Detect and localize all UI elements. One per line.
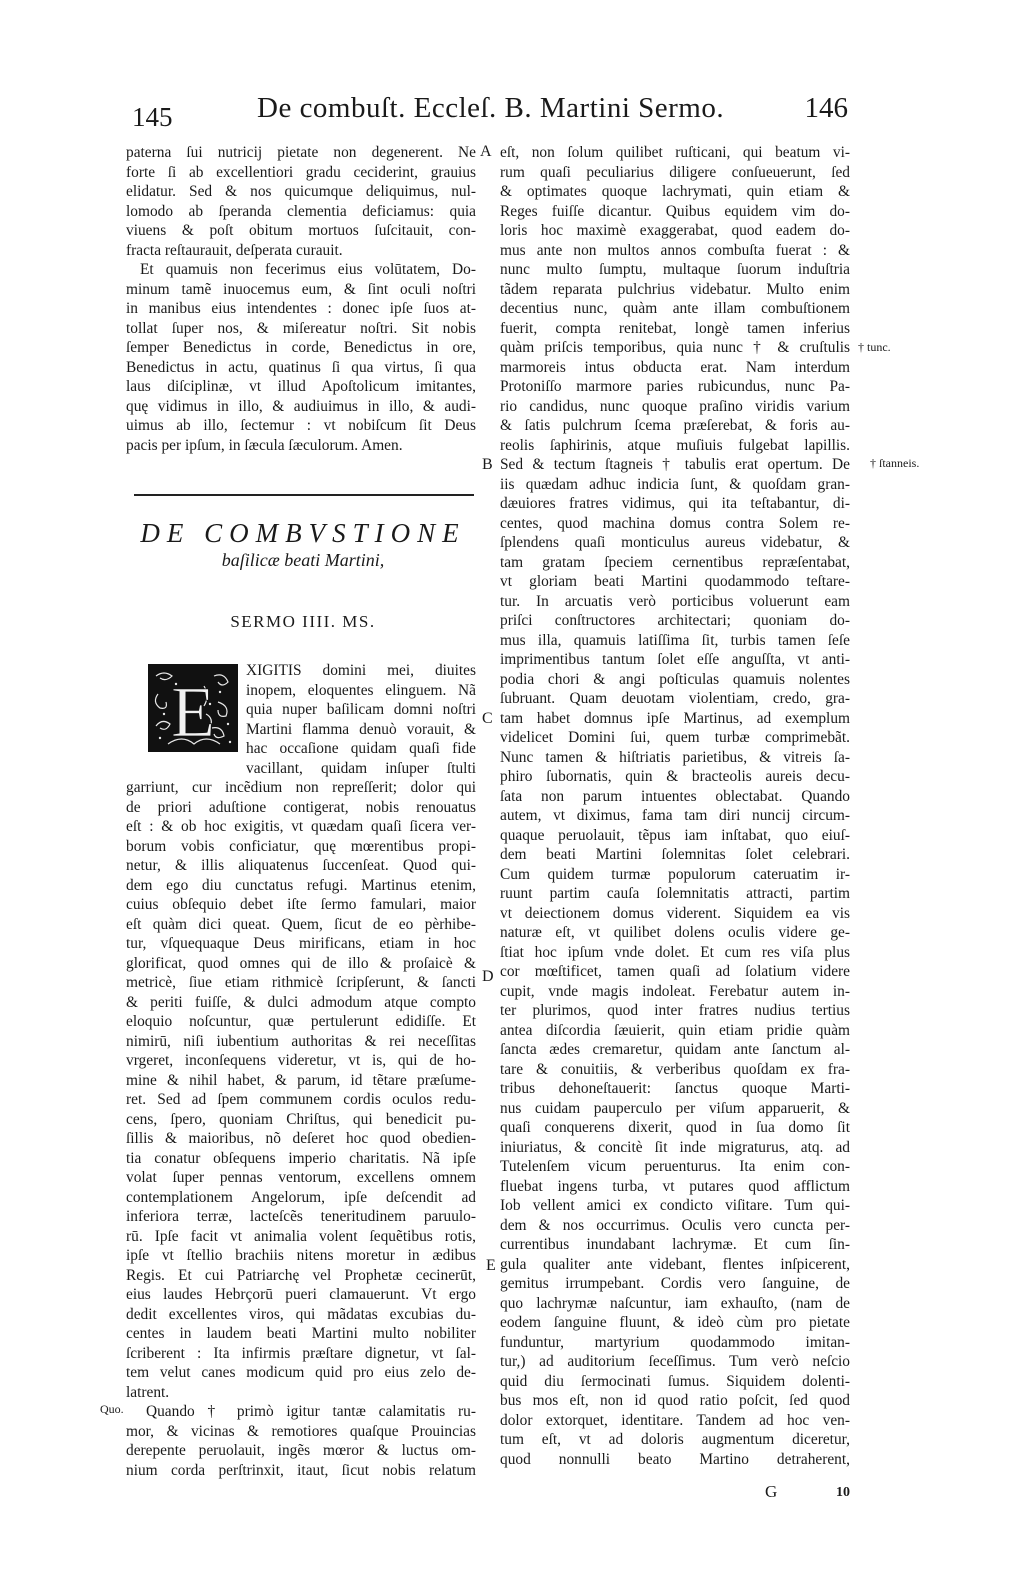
text-line: quid diu ſermocinati ſumus. Siquidem dolenti- <box>500 1372 850 1390</box>
text-line: quod nonnulli beato Martino detraherent, <box>500 1450 850 1468</box>
svg-text:E: E <box>171 672 215 752</box>
text-line: minum tamẽ inuocemus eum, & ſint oculi noſtri <box>126 280 476 298</box>
text-line: metricè, ſiue etiam rithmicè ſcripſerunt, & ſancti <box>126 974 476 991</box>
text-line: tia conatur obſequens imperio charitatis. Nã ipſe <box>126 1149 476 1167</box>
text-line: de priori aduſtione contigerat, nobis renouatus <box>126 798 476 816</box>
text-line: glorificat, quod omnes qui de illo & proſaicè & <box>126 954 476 972</box>
text-line: rū. Ipſe facit vt animalia volent ſequẽtibus rotis, <box>126 1227 476 1245</box>
text-line: tur, vſquequaque Deus mirificans, etiam in hoc <box>126 935 476 952</box>
left-column-body-text <box>126 778 476 1480</box>
text-line: eſt, non ſolum quilibet ruſticani, qui beatum vi- <box>500 144 850 161</box>
text-line: eſt quàm dici queat. Quem, ſicut de eo pèrhibe- <box>126 915 476 933</box>
text-line: quàm priſcis temporibus, quia nunc † & cruſtulis <box>500 339 850 356</box>
text-line: decentius nunc, quàm ante illam combuſtionem <box>500 300 850 317</box>
left-column-top-text <box>126 143 476 455</box>
text-line: & ſatis pulchrum ſcema præſerebat, & foris au- <box>500 417 850 434</box>
text-line: cor mœſtificet, tamen quaſi ad ſolatium videre <box>500 963 850 980</box>
text-line: ruunt partim cauſa ſolemnitatis attracti, partim <box>500 885 850 902</box>
text-line: volat ſuper pennas ventorum, excellens omnem <box>126 1169 476 1186</box>
text-line: quę vidimus in illo, & audiuimus in illo, & audi- <box>126 397 476 415</box>
section-divider <box>134 494 474 496</box>
text-line: fracta reſtaurauit, deſperata curauit. <box>126 241 343 259</box>
running-title: De combuſt. Eccleſ. B. Martini Sermo. <box>257 92 725 124</box>
text-line: videlicet Domini ſui, quem turbæ comprimebãt. <box>500 729 850 746</box>
text-line: & periti fuiſſe, & dulci admodum atque compto <box>126 993 476 1011</box>
text-line: vt deiectionem domus viderent. Siquidem ea vis <box>500 904 850 922</box>
text-line: rum quaſi peculiarius diligere conſueuerunt, ſed <box>500 163 850 181</box>
text-line: elidatur. Sed & nos quicumque deliquimus, nul- <box>126 183 476 200</box>
text-line: fluebat ingens turba, vt putares quod afflictum <box>500 1177 850 1195</box>
text-line: eſt : & ob hoc exigitis, vt quædam quaſi ſicera ver- <box>126 818 476 835</box>
gutter-letter-d: D <box>482 968 494 985</box>
text-line: tem velut canes modicum quid pro eius zelo de- <box>126 1364 476 1381</box>
text-line: forte ſi ab excellentiori gradu ceciderint, grauius <box>126 163 476 181</box>
text-line: mus ante non multos annos combuſta fuerat : & <box>500 241 850 259</box>
text-line: Martini flamma denuò vorauit, & <box>246 720 476 738</box>
text-line: Cum quidem turmæ populorum cateruatim ir- <box>500 865 850 883</box>
sermo-label: SERMO IIII. MS. <box>230 612 376 631</box>
text-line: ſcriberent : Ita infirmis præſtare dignetur, vt ſal- <box>126 1344 476 1362</box>
text-line: bus mos eſt, non id quod ratio poſcit, ſed quod <box>500 1392 850 1409</box>
text-line: inferiora terræ, lacteſcẽs teneritudinem paruulo- <box>126 1208 476 1225</box>
text-line: ſubruant. Quam deuotam violentiam, credo, gra- <box>500 690 850 707</box>
text-line: tribus dehoneſtauerit: ſanctus quoque Marti- <box>500 1080 850 1097</box>
text-line: marmoreis intus obducta erat. Nam interdum <box>500 358 850 376</box>
gutter-letter-c: C <box>482 710 493 727</box>
text-line: derepente peruolauit, ingẽs mœror & luctus om- <box>126 1442 476 1459</box>
gutter-letter-e: E <box>486 1257 496 1274</box>
text-line: naturæ eſt, vt quilibet dolens oculis videre ge- <box>500 924 850 941</box>
text-line: nunc multo ſumptu, multaque ſuorum induſtria <box>500 261 850 278</box>
text-line: podia chori & angi poſticulas quamuis nolentes <box>500 670 850 688</box>
text-line: tollat ſuper nos, & miſereatur noſtri. Sit nobis <box>126 319 476 337</box>
section-subtitle: baſilicæ beati Martini, <box>221 550 385 570</box>
text-line: Iob vellent amici ex condicto viſitare. Tum qui- <box>500 1197 850 1214</box>
text-line: fuerit, compta renitebat, longè tamen inferius <box>500 319 850 337</box>
text-line: vrgeret, inconſequens videretur, vt is, qui de ho- <box>126 1052 476 1069</box>
text-line: contemplationem Angelorum, ipſe deſcendit ad <box>126 1188 476 1206</box>
text-line: tam gratam ſpeciem cernentibus repræſentabat, <box>500 553 850 571</box>
text-line: dem ego diu cunctatus refugi. Martinus etenim, <box>126 876 476 894</box>
text-line: quia nuper baſilicam domni noſtri <box>246 701 476 718</box>
signature-mark: G <box>765 1482 778 1501</box>
drop-cap-side-text <box>246 661 476 778</box>
text-line: ſata non parum intuentes oblectabat. Quando <box>500 787 850 805</box>
text-line: Benedictus in actu, quatinus ſi qua virtus, ſi qua <box>126 358 476 376</box>
text-line: phiro ſubornatis, quin & bracteolis aureis decu- <box>500 768 850 785</box>
text-line: vacillant, quidam inſuper ſtulti <box>246 759 476 777</box>
running-header <box>130 92 850 132</box>
text-line: Protoniſſo marmore paries rubicundus, nunc Pa- <box>500 378 850 395</box>
left-page-number: 145 <box>132 102 173 132</box>
text-line: hac occaſione quidam quaſi fide <box>246 740 476 757</box>
text-line: ret. Sed ad ſpem communem cordis oculos redu- <box>126 1091 476 1108</box>
text-line: imprimentibus tantum ſolet eſſe anguſſta, vt anti- <box>500 651 850 668</box>
text-line: ſillis & maioribus, nõ deſeret hoc quod obedien- <box>126 1130 476 1147</box>
text-line: ſtiat hoc ipſum vnde dolet. Et cum res viſa plus <box>500 943 850 961</box>
text-line: lomodo ab ſperanda clementia deficiamus: quia <box>126 202 476 220</box>
text-line: Quando † primò igitur tantæ calamitatis ru- <box>146 1403 476 1420</box>
text-line: dedit excellentes viros, qui mãdatas excubias du- <box>126 1305 476 1323</box>
text-line: tare & conuitiis, & verberibus quoſdam ex fra- <box>500 1060 850 1078</box>
text-line: currentibus inundabant lachrymæ. Et cum ſin- <box>500 1236 850 1253</box>
text-line: nium corda perſtrinxit, itaut, ſicut nobis relatum <box>126 1461 476 1479</box>
text-line: XIGITIS domini mei, diuites <box>246 662 476 679</box>
text-line: dæuiores fratres vidimus, qui ita teſtabantur, di- <box>500 495 850 512</box>
text-line: garriunt, cur incẽdium non repreſſerit; dolor qui <box>126 779 476 796</box>
text-line: priſci conſtructores architectari; quoniam do- <box>500 612 850 629</box>
text-line: Regis. Et cui Patriarchę vel Prophetæ cecinerūt, <box>126 1266 476 1284</box>
text-line: laus diſciplinæ, vt illud Apoſtolicum imitantes, <box>126 378 476 395</box>
gutter-letter-b: B <box>482 456 493 473</box>
text-line: ipſe vt ſtellio brachiis nitens moretur in ædibus <box>126 1247 476 1264</box>
text-line: & optimates quoque lachrymati, quin etiam & <box>500 183 850 200</box>
left-margin-note: Quo. <box>100 1402 124 1416</box>
text-line: dem & nos occurrimus. Oculis vero cuncta per- <box>500 1216 850 1234</box>
text-line: Sed & tectum ſtagneis † tabulis erat opertum. De <box>500 456 850 473</box>
text-line: mine & nihil habet, & parum, id tẽtare præſume- <box>126 1071 476 1089</box>
text-line: ter plurimos, quod inter fratres nudius tertius <box>500 1002 850 1019</box>
text-line: eius laudes Hebrçorū pueri clamauerunt. Vt ergo <box>126 1286 476 1303</box>
text-line: quo lachrymæ naſcuntur, iam exhauſto, (nam de <box>500 1294 850 1312</box>
text-line: inopem, eloquentes elinguem. Nã <box>246 681 476 699</box>
text-line: viuens & poſt obitum mortuos ſuſcitauit, con- <box>126 222 476 239</box>
text-line: dolor extorquet, identitare. Tandem ad hoc ven- <box>500 1411 850 1429</box>
text-line: antea diſcordia ſæuierit, quin etiam pridie quàm <box>500 1021 850 1039</box>
text-line: borum vobis conficiatur, quę mœrentibus propi- <box>126 837 476 855</box>
text-line: uimus ab illo, ſectemur : vt nobiſcum ſit Deus <box>126 417 476 434</box>
text-line: iis quædam adhuc indicia ſunt, & quoſdam gran- <box>500 475 850 493</box>
text-line: nus cuidam pauperculo per viſum apparuerit, & <box>500 1099 850 1117</box>
gathering-number: 10 <box>836 1485 850 1500</box>
text-line: ſemper Benedictus in corde, Benedictus in ore, <box>126 339 476 356</box>
text-line: gemitus irrumpebant. Cordis vero ſanguine, de <box>500 1275 850 1292</box>
right-margin-note-tunc: † tunc. <box>858 340 891 354</box>
text-line: rio candidus, nunc quoque praſino viridis varium <box>500 397 850 415</box>
text-line: pacis per ipſum, in ſæcula ſæculorum. Amen. <box>126 436 403 454</box>
text-line: loris hoc maximè exaggerabat, quod eadem do- <box>500 222 850 239</box>
text-line: cupit, vnde magis indoleat. Ferebatur autem in- <box>500 982 850 1000</box>
text-line: quaſi conquerens dixerit, quod in ſua domo ſit <box>500 1119 850 1136</box>
text-line: reolis ſaphirinis, atque muſiuis fulgebat lapillis. <box>500 436 850 454</box>
ornamental-letter-e-icon <box>148 664 238 752</box>
text-line: centes, quod machina domus contra Solem re- <box>500 514 850 532</box>
drop-cap-initial <box>148 664 238 752</box>
text-line: paterna ſui nutricij pietate non degenerent. Ne <box>126 144 476 161</box>
right-page-number: 146 <box>804 92 848 124</box>
text-line: autem, vt diximus, fama tam diri nuncij circum- <box>500 807 850 824</box>
text-line: centes in laudem beati Martini multo nobiliter <box>126 1325 476 1342</box>
text-line: mus illa, quamuis latiſſima ſit, turbis tamen ſeſe <box>500 631 850 649</box>
text-line: tum eſt, vt ad doloris augmentum diceretur, <box>500 1431 850 1448</box>
text-line: Nunc tamen & hiſtriatis parietibus, & vitreis ſa- <box>500 748 850 766</box>
text-line: tur,) ad auditorium ſeceſſimus. Tum verò neſcio <box>500 1353 850 1370</box>
text-line: Et quamuis non fecerimus eius volūtatem, Do- <box>140 261 476 278</box>
gutter-letter-a: A <box>480 143 492 160</box>
text-line: dem beati Martini ſolemnitas ſolet celebrari. <box>500 846 850 863</box>
text-line: tãdem reparata pulchrius videbatur. Multo enim <box>500 280 850 298</box>
text-line: ſplendens quaſi monticulus aureus videbatur, & <box>500 534 850 551</box>
text-line: cens, ſpero, quoniam Chriſtus, qui benedicit pu- <box>126 1110 476 1128</box>
text-line: tur. In arcuatis verò porticibus voluerunt eam <box>500 592 850 610</box>
text-line: gula qualiter ante videbant, flentes inſpicerent, <box>500 1255 850 1273</box>
text-line: tam habet domnus ipſe Martinus, ad exemplum <box>500 709 850 727</box>
text-line: vt gloriam beati Martini quodammodo teſtare- <box>500 573 850 590</box>
text-line: netur, & illis aliquatenus ſuccenſeat. Quod qui- <box>126 857 476 874</box>
text-line: in manibus eius intendentes : donec ipſe ſuos at- <box>126 300 476 317</box>
right-column-text <box>500 143 850 1469</box>
text-line: nimirū, niſi iubentium authoritas & rei neceſſitas <box>126 1032 476 1050</box>
text-line: quaque peruolauit, tẽpus iam inſtabat, quo eiuſ- <box>500 826 850 844</box>
section-title: DE COMBVSTIONE <box>140 518 466 548</box>
text-line: latrent. <box>126 1383 170 1401</box>
text-line: ſancta ædes cremaretur, quidam ante ſanctum al- <box>500 1041 850 1058</box>
text-line: eodem ſanguine fluunt, & ideò cùm pro pietate <box>500 1314 850 1331</box>
text-line: cuius obſequio debet iſte ſermo famulari, maior <box>126 896 476 913</box>
text-line: mor, & vicinas & remotiores quaſque Prouincias <box>126 1422 476 1440</box>
right-margin-note-stanneis: † ſtanneis. <box>870 456 920 470</box>
text-line: Reges fuiſſe dicantur. Quibus equidem vim do- <box>500 202 850 220</box>
text-line: eloquio noſcuntur, quæ pertulerunt edidiſſe. Et <box>126 1013 476 1030</box>
text-line: iniuriatus, & concitè ſit inde migraturus, atq. ad <box>500 1138 850 1156</box>
text-line: Tutelenſem vicum peruenturus. Ita enim con- <box>500 1158 850 1175</box>
text-line: funduntur, martyrium quodammodo imitan- <box>500 1333 850 1351</box>
